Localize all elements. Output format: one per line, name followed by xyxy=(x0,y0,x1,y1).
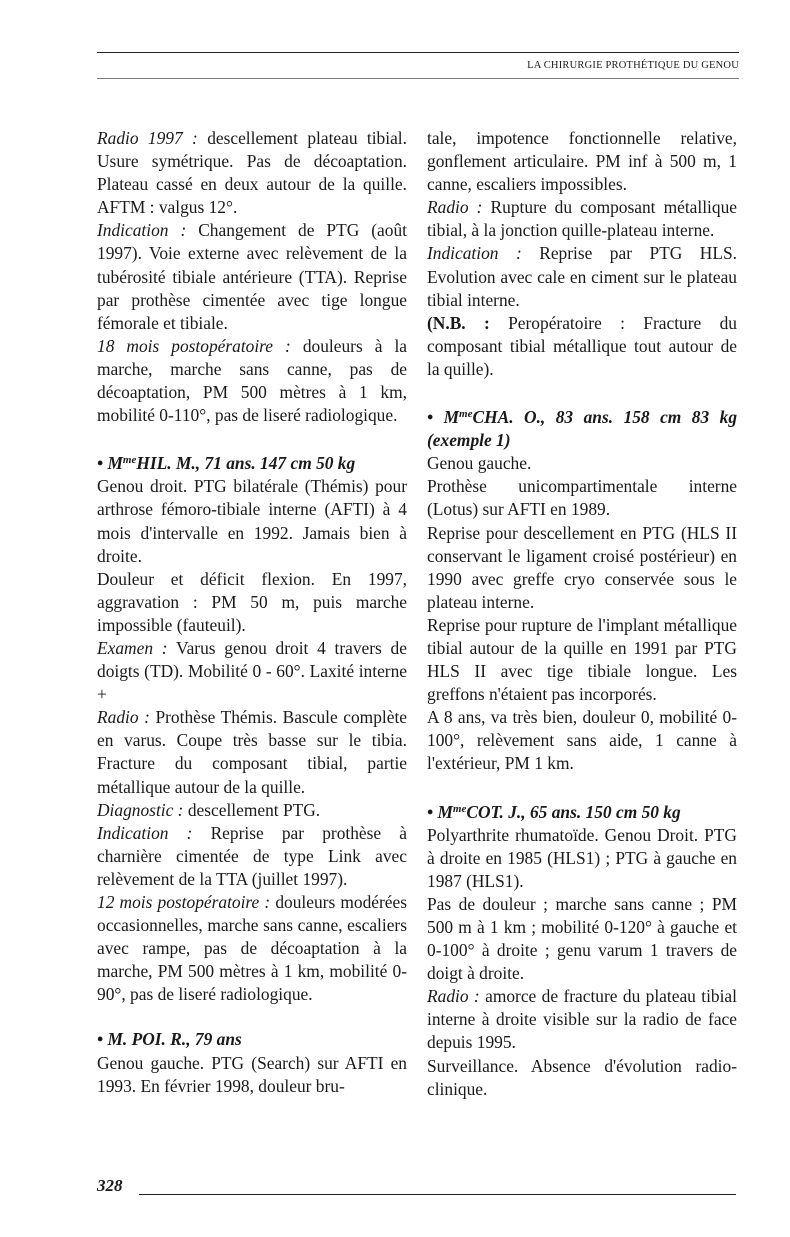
paragraph: Genou gauche. PTG (Search) sur AFTI en 1993. En février 1998, douleur bru- xyxy=(97,1052,407,1096)
paragraph-label: Radio : xyxy=(97,707,150,728)
paragraph xyxy=(97,335,407,427)
paragraph: tale, impotence fonctionnelle relative, gonflement articulaire. PM inf à 500 m, 1 canne, escaliers impossibles. xyxy=(427,128,737,195)
paragraph-text: Reprise par prothèse à charnière cimentée de type Link avec relèvement de la TTA (juillet 1997). xyxy=(97,822,407,889)
paragraph-label: Radio 1997 : xyxy=(97,128,198,148)
paragraph: Prothèse unicompartimentale interne (Lotus) sur AFTI en 1989. xyxy=(427,476,737,520)
paragraph xyxy=(427,312,737,381)
paragraph xyxy=(97,822,407,891)
paragraph-label: 18 mois postopératoire : xyxy=(97,335,291,356)
paragraph-text: Reprise par PTG HLS. Evolution avec cale en ciment sur le plateau tibial interne. xyxy=(427,243,737,310)
paragraph-label: Indication : xyxy=(97,822,193,843)
nb-label: (N.B. : xyxy=(427,312,490,333)
case-heading: • M. POI. R., 79 ans xyxy=(97,1029,242,1050)
paragraph: Reprise pour descellement en PTG (HLS II conservant le ligament croisé postérieur) en 1990 avec greffe cryo conservée sous le plateau interne. xyxy=(427,522,737,612)
paragraph-label: 12 mois postopératoire : xyxy=(97,892,271,912)
paragraph xyxy=(97,127,407,219)
paragraph-label: Diagnostic : xyxy=(97,799,184,820)
paragraph-text: Rupture du composant métallique tibial, à la jonction quille-plateau interne. xyxy=(427,197,737,241)
paragraph xyxy=(97,219,407,334)
paragraph-text: Prothèse Thémis. Bascule complète en varus. Coupe très basse sur le tibia. Fracture du composant tibial, partie métallique autour de la quille. xyxy=(97,707,407,797)
paragraph-text: descellement plateau tibial. Usure symétrique. Pas de décoaptation. Plateau cassé en deux autour de la quille. AFTM : valgus 12°. xyxy=(97,128,407,218)
case-heading-details: M. POI. R., 79 ans xyxy=(107,1029,242,1050)
case-heading-superscript: me xyxy=(452,802,467,815)
right-column xyxy=(427,127,737,1101)
running-head: LA CHIRURGIE PROTHÉTIQUE DU GENOU xyxy=(527,60,739,71)
case-heading-superscript: me xyxy=(459,408,473,421)
paragraph: Genou gauche. xyxy=(427,453,532,474)
paragraph: Pas de douleur ; marche sans canne ; PM 500 m à 1 km ; mobilité 0-120° à gauche et 0-100° à droite ; genu varum 1 travers de doigt à droite. xyxy=(427,893,737,984)
paragraph: Polyarthrite rhumatoïde. Genou Droit. PTG à droite en 1985 (HLS1) ; PTG à gauche en 1987 (HLS1). xyxy=(427,824,737,891)
paragraph xyxy=(427,985,737,1054)
paragraph-text: douleurs à la marche, marche sans canne, pas de décoaptation, PM 500 mètres à 1 km, mobilité 0-110°, pas de liseré radiologique. xyxy=(97,335,407,426)
footer-rule xyxy=(139,1194,736,1195)
paragraph-text: amorce de fracture du plateau tibial interne à droite visible sur la radio de face depuis 1995. xyxy=(427,986,737,1053)
paragraph: Surveillance. Absence d'évolution radio-clinique. xyxy=(427,1055,737,1099)
paragraph: Douleur et déficit flexion. En 1997, aggravation : PM 50 m, puis marche impossible (fauteuil). xyxy=(97,568,407,635)
left-column xyxy=(97,127,407,1098)
page-number: 328 xyxy=(97,1176,123,1195)
paragraph xyxy=(427,242,737,311)
paragraph-label: Radio : xyxy=(427,197,483,218)
paragraph: A 8 ans, va très bien, douleur 0, mobilité 0-100°, relèvement sans aide, 1 canne à l'extérieur, PM 1 km. xyxy=(427,707,737,774)
case-heading-details: CHA. O., 83 ans. 158 cm 83 kg (exemple 1) xyxy=(427,407,738,451)
paragraph xyxy=(427,196,737,242)
paragraph-label: Examen : xyxy=(97,637,168,658)
paragraph-text: Peropératoire : Fracture du composant tibial métallique tout autour de la quille). xyxy=(427,312,737,379)
case-heading-title: M xyxy=(107,453,123,474)
case-heading-superscript: me xyxy=(122,454,137,467)
paragraph-text: Varus genou droit 4 travers de doigts (TD). Mobilité 0 - 60°. Laxité interne + xyxy=(97,637,407,705)
paragraph: Reprise pour rupture de l'implant métallique tibial autour de la quille en 1991 par PTG HLS II avec tige tibiale longue. Les greffons n'étaient pas incorporés. xyxy=(427,614,737,705)
paragraph-text: Changement de PTG (août 1997). Voie externe avec relèvement de la tubérosité tibiale antérieure (TTA). Reprise par prothèse cimentée avec tige longue fémorale et tibiale. xyxy=(97,220,407,333)
paragraph-label: Indication : xyxy=(427,243,522,264)
paragraph xyxy=(97,799,407,822)
case-heading-details: COT. J., 65 ans. 150 cm 50 kg xyxy=(466,801,681,822)
top-rule xyxy=(97,52,739,53)
case-heading-title: M xyxy=(443,407,460,428)
paragraph: Genou droit. PTG bilatérale (Thémis) pour arthrose fémoro-tibiale interne (AFTI) à 4 mois d'intervalle en 1992. Jamais bien à droite. xyxy=(97,476,407,566)
paragraph xyxy=(97,706,407,798)
case-heading: • $M^{me}HIL$. M., 71 ans. 147 cm 50 kg xyxy=(97,453,356,474)
paragraph-label: Indication : xyxy=(97,220,187,241)
case-heading-details: HIL. M., 71 ans. 147 cm 50 kg xyxy=(136,453,356,474)
case-heading: • $M^{me}COT$. J., 65 ans. 150 cm 50 kg xyxy=(427,801,681,822)
case-heading-title: M xyxy=(437,801,453,822)
header-rule xyxy=(97,78,739,79)
case-heading: • $M^{me}CHA$. O., 83 ans. 158 cm 83 kg (exemple 1) xyxy=(427,407,738,451)
paragraph-text: descellement PTG. xyxy=(187,799,321,820)
paragraph xyxy=(97,637,407,706)
paragraph xyxy=(97,891,407,1006)
paragraph-text: douleurs modérées occasionnelles, marche sans canne, escaliers avec rampe, pas de décoaptation à la marche, PM 500 mètres à 1 km, mobilité 0-90°, pas de liseré radiologique. xyxy=(97,892,407,1005)
paragraph-label: Radio : xyxy=(427,986,480,1007)
